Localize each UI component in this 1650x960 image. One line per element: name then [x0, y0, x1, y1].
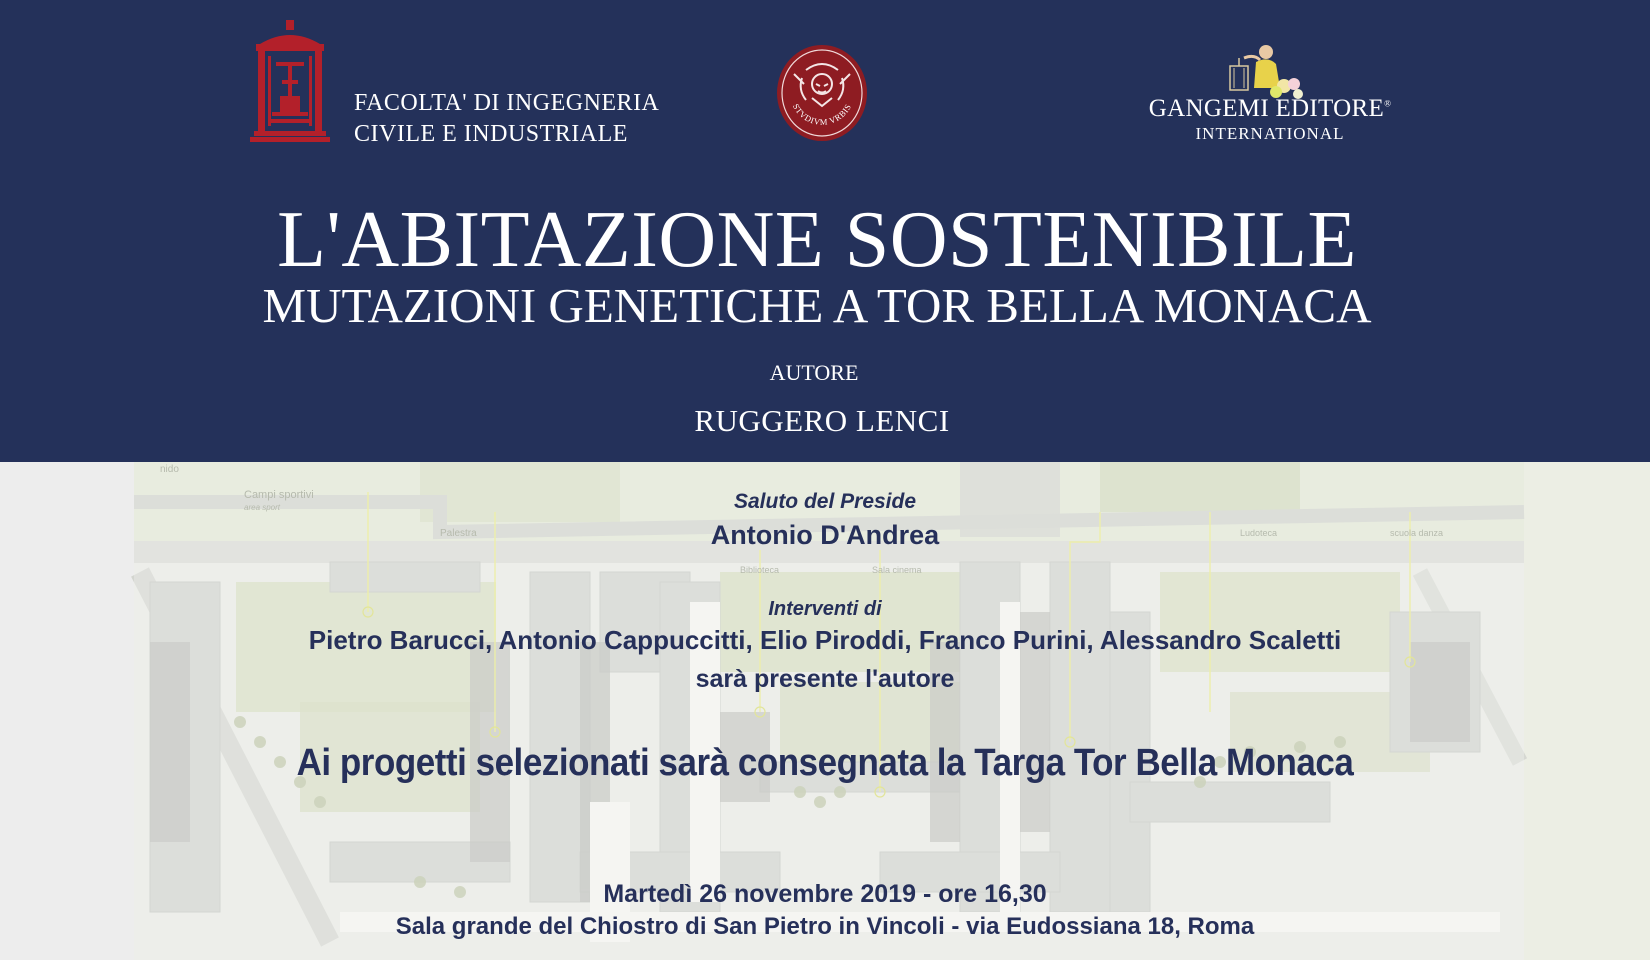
sapienza-seal-icon: [776, 44, 868, 142]
plan-label-sports-area: area sport: [244, 503, 281, 512]
dean-name: Antonio D'Andrea: [710, 520, 940, 550]
publisher-subtitle: INTERNATIONAL: [1195, 124, 1345, 143]
book-title: L'ABITAZIONE SOSTENIBILE: [277, 196, 1357, 284]
faculty-name: [354, 88, 659, 150]
book-subtitle: MUTAZIONI GENETICHE A TOR BELLA MONACA: [262, 278, 1372, 333]
gangemi-figure-icon: [1210, 40, 1306, 100]
award-note: Ai progetti selezionati sarà consegnata la Targa Tor Bella Monaca: [296, 742, 1354, 784]
event-venue: Sala grande del Chiostro di San Pietro in Vincoli - via Eudossiana 18, Roma: [395, 913, 1255, 940]
plan-label-sports: Campi sportivi: [244, 489, 314, 501]
plan-label-toy-library: Ludoteca: [1240, 528, 1278, 538]
plan-label-nido: nido: [160, 464, 179, 475]
registered-mark: ®: [1384, 98, 1392, 109]
faculty-logo-icon: [250, 20, 330, 142]
event-date-time: Martedì 26 novembre 2019 - ore 16,30: [603, 880, 1047, 908]
faculty-line-1: FACOLTA' DI INGEGNERIA: [354, 90, 660, 116]
speakers-list: Pietro Barucci, Antonio Cappuccitti, Elio Piroddi, Franco Purini, Alessandro Scaletti: [308, 625, 1342, 655]
plan-label-dance: scuola danza: [1390, 528, 1444, 538]
header-banner: [0, 0, 1650, 462]
publisher-name: [1120, 95, 1420, 123]
author-present-note: sarà presente l'autore: [695, 665, 955, 693]
plan-label-gym: Palestra: [440, 528, 477, 539]
faculty-line-2: CIVILE E INDUSTRIALE: [354, 121, 628, 147]
urban-plan-section: [0, 462, 1650, 960]
plan-label-cinema: Sala cinema: [872, 565, 922, 575]
seal-text: STVDIVM VRBIS: [790, 101, 854, 128]
plan-label-library: Biblioteca: [740, 565, 780, 575]
speakers-label: Interventi di: [768, 598, 882, 620]
author-name: RUGGERO LENCI: [694, 403, 950, 438]
author-label: AUTORE: [769, 360, 859, 385]
publisher-name-text: GANGEMI EDITORE: [1148, 95, 1385, 122]
greeting-label: Saluto del Preside: [733, 490, 917, 513]
